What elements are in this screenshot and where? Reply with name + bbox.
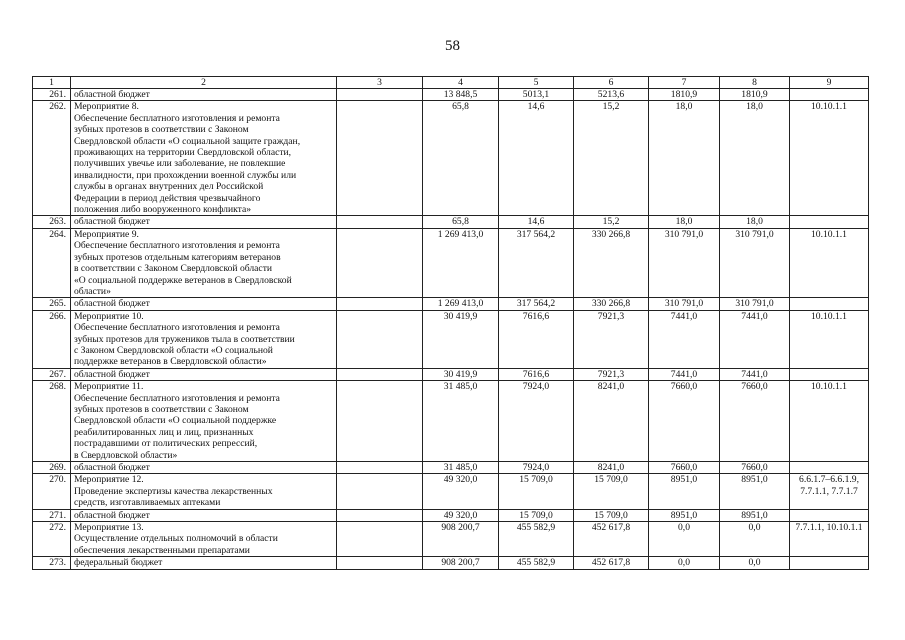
column-3-cell: [337, 298, 423, 310]
description: областной бюджет: [71, 368, 337, 380]
description: областной бюджет: [71, 89, 337, 101]
year3-cell: 7660,0: [649, 381, 720, 462]
year2-cell: 15,2: [574, 216, 649, 228]
table-row: [33, 381, 869, 462]
row-number: 273.: [33, 557, 71, 569]
year2-cell: 8241,0: [574, 381, 649, 462]
column-header-9: 9: [790, 77, 869, 89]
year4-cell: 0,0: [720, 557, 790, 569]
description: федеральный бюджет: [71, 557, 337, 569]
year3-cell: 310 791,0: [649, 228, 720, 297]
description: областной бюджет: [71, 509, 337, 521]
total-cell: 30 419,9: [423, 310, 499, 368]
column-3-cell: [337, 381, 423, 462]
description: Мероприятие 8. Обеспечение бесплатного изготовления и ремонта зубных протезов в соответствии с Законом Свердловской области «О социальной защите граждан, проживающих на территории Свердловской области, получивших увечье или заболевание, не повлекшие инвалидности, при прохождении военной службы или службы в органах внутренних дел Российской Федерации в период действия чрезвычайного положения либо вооруженного конфликта»: [71, 101, 337, 216]
target-index-cell: [790, 509, 869, 521]
column-header-3: 3: [337, 77, 423, 89]
column-header-8: 8: [720, 77, 790, 89]
column-header-6: 6: [574, 77, 649, 89]
column-3-cell: [337, 522, 423, 557]
column-3-cell: [337, 310, 423, 368]
year2-cell: 15,2: [574, 101, 649, 216]
year2-cell: 15 709,0: [574, 509, 649, 521]
year4-cell: 310 791,0: [720, 298, 790, 310]
year3-cell: 8951,0: [649, 509, 720, 521]
table-row: [33, 310, 869, 368]
column-3-cell: [337, 89, 423, 101]
year4-cell: 310 791,0: [720, 228, 790, 297]
target-index-cell: 6.6.1.7–6.6.1.9, 7.7.1.1, 7.7.1.7: [790, 474, 869, 509]
column-header-2: 2: [71, 77, 337, 89]
year4-cell: 0,0: [720, 522, 790, 557]
year2-cell: 7921,3: [574, 310, 649, 368]
total-cell: 13 848,5: [423, 89, 499, 101]
column-3-cell: [337, 216, 423, 228]
target-index-cell: [790, 89, 869, 101]
row-number: 261.: [33, 89, 71, 101]
total-cell: 908 200,7: [423, 522, 499, 557]
year2-cell: 15 709,0: [574, 474, 649, 509]
description: Мероприятие 10. Обеспечение бесплатного изготовления и ремонта зубных протезов для тружеников тыла в соответствии с Законом Свердловской области «О социальной поддержке ветеранов в Свердловской области»: [71, 310, 337, 368]
table-row: [33, 509, 869, 521]
year3-cell: 0,0: [649, 522, 720, 557]
table-row: [33, 557, 869, 569]
description: Мероприятие 13. Осуществление отдельных полномочий в области обеспечения лекарственными препаратами: [71, 522, 337, 557]
target-index-cell: 10.10.1.1: [790, 310, 869, 368]
column-3-cell: [337, 462, 423, 474]
year2-cell: 452 617,8: [574, 522, 649, 557]
table-row: [33, 216, 869, 228]
table-row: [33, 89, 869, 101]
total-cell: 1 269 413,0: [423, 298, 499, 310]
year1-cell: 7616,6: [499, 310, 574, 368]
target-index-cell: 10.10.1.1: [790, 381, 869, 462]
description: Мероприятие 9. Обеспечение бесплатного изготовления и ремонта зубных протезов отдельным категориям ветеранов в соответствии с Законом Свердловской области «О социальной поддержке ветеранов в Свердловской области»: [71, 228, 337, 297]
target-index-cell: [790, 462, 869, 474]
description: областной бюджет: [71, 216, 337, 228]
column-3-cell: [337, 474, 423, 509]
target-index-cell: 7.7.1.1, 10.10.1.1: [790, 522, 869, 557]
row-number: 265.: [33, 298, 71, 310]
program-table: [32, 76, 869, 570]
total-cell: 31 485,0: [423, 462, 499, 474]
row-number: 262.: [33, 101, 71, 216]
row-number: 264.: [33, 228, 71, 297]
year1-cell: 5013,1: [499, 89, 574, 101]
year3-cell: 18,0: [649, 101, 720, 216]
row-number: 271.: [33, 509, 71, 521]
target-index-cell: [790, 298, 869, 310]
total-cell: 65,8: [423, 101, 499, 216]
description: областной бюджет: [71, 298, 337, 310]
year4-cell: 7660,0: [720, 462, 790, 474]
year1-cell: 7924,0: [499, 381, 574, 462]
year3-cell: 18,0: [649, 216, 720, 228]
table-row: [33, 228, 869, 297]
row-number: 270.: [33, 474, 71, 509]
year4-cell: 1810,9: [720, 89, 790, 101]
table-row: [33, 462, 869, 474]
year3-cell: 0,0: [649, 557, 720, 569]
total-cell: 31 485,0: [423, 381, 499, 462]
year1-cell: 14,6: [499, 101, 574, 216]
year1-cell: 15 709,0: [499, 509, 574, 521]
target-index-cell: [790, 557, 869, 569]
column-header-1: 1: [33, 77, 71, 89]
year3-cell: 1810,9: [649, 89, 720, 101]
table-row: [33, 298, 869, 310]
year2-cell: 330 266,8: [574, 298, 649, 310]
year4-cell: 8951,0: [720, 509, 790, 521]
row-number: 272.: [33, 522, 71, 557]
year1-cell: 317 564,2: [499, 228, 574, 297]
year4-cell: 7660,0: [720, 381, 790, 462]
table-row: [33, 368, 869, 380]
column-header-4: 4: [423, 77, 499, 89]
year3-cell: 7441,0: [649, 368, 720, 380]
year2-cell: 7921,3: [574, 368, 649, 380]
table-row: [33, 522, 869, 557]
year1-cell: 455 582,9: [499, 557, 574, 569]
column-3-cell: [337, 101, 423, 216]
column-3-cell: [337, 228, 423, 297]
column-3-cell: [337, 557, 423, 569]
year3-cell: 7660,0: [649, 462, 720, 474]
description: областной бюджет: [71, 462, 337, 474]
total-cell: 65,8: [423, 216, 499, 228]
year1-cell: 7924,0: [499, 462, 574, 474]
year4-cell: 18,0: [720, 101, 790, 216]
year2-cell: 330 266,8: [574, 228, 649, 297]
row-number: 269.: [33, 462, 71, 474]
year3-cell: 310 791,0: [649, 298, 720, 310]
column-3-cell: [337, 509, 423, 521]
target-index-cell: [790, 216, 869, 228]
year2-cell: 5213,6: [574, 89, 649, 101]
description: Мероприятие 11. Обеспечение бесплатного изготовления и ремонта зубных протезов в соответствии с Законом Свердловской области «О социальной поддержке реабилитированных лиц и лиц, признанных пострадавшими от политических репрессий, в Свердловской области»: [71, 381, 337, 462]
target-index-cell: 10.10.1.1: [790, 228, 869, 297]
year3-cell: 7441,0: [649, 310, 720, 368]
description: Мероприятие 12. Проведение экспертизы качества лекарственных средств, изготавливаемых аптеками: [71, 474, 337, 509]
total-cell: 49 320,0: [423, 509, 499, 521]
column-header-7: 7: [649, 77, 720, 89]
year4-cell: 18,0: [720, 216, 790, 228]
year1-cell: 317 564,2: [499, 298, 574, 310]
year2-cell: 452 617,8: [574, 557, 649, 569]
total-cell: 908 200,7: [423, 557, 499, 569]
row-number: 267.: [33, 368, 71, 380]
year4-cell: 8951,0: [720, 474, 790, 509]
total-cell: 49 320,0: [423, 474, 499, 509]
year4-cell: 7441,0: [720, 368, 790, 380]
table-row: [33, 474, 869, 509]
year1-cell: 15 709,0: [499, 474, 574, 509]
year1-cell: 455 582,9: [499, 522, 574, 557]
year2-cell: 8241,0: [574, 462, 649, 474]
row-number: 266.: [33, 310, 71, 368]
page-number: 58: [445, 38, 460, 54]
column-3-cell: [337, 368, 423, 380]
target-index-cell: 10.10.1.1: [790, 101, 869, 216]
column-header-5: 5: [499, 77, 574, 89]
row-number: 263.: [33, 216, 71, 228]
year4-cell: 7441,0: [720, 310, 790, 368]
year1-cell: 14,6: [499, 216, 574, 228]
target-index-cell: [790, 368, 869, 380]
table-header-row: [33, 77, 869, 89]
total-cell: 30 419,9: [423, 368, 499, 380]
year3-cell: 8951,0: [649, 474, 720, 509]
table-row: [33, 101, 869, 216]
total-cell: 1 269 413,0: [423, 228, 499, 297]
row-number: 268.: [33, 381, 71, 462]
year1-cell: 7616,6: [499, 368, 574, 380]
